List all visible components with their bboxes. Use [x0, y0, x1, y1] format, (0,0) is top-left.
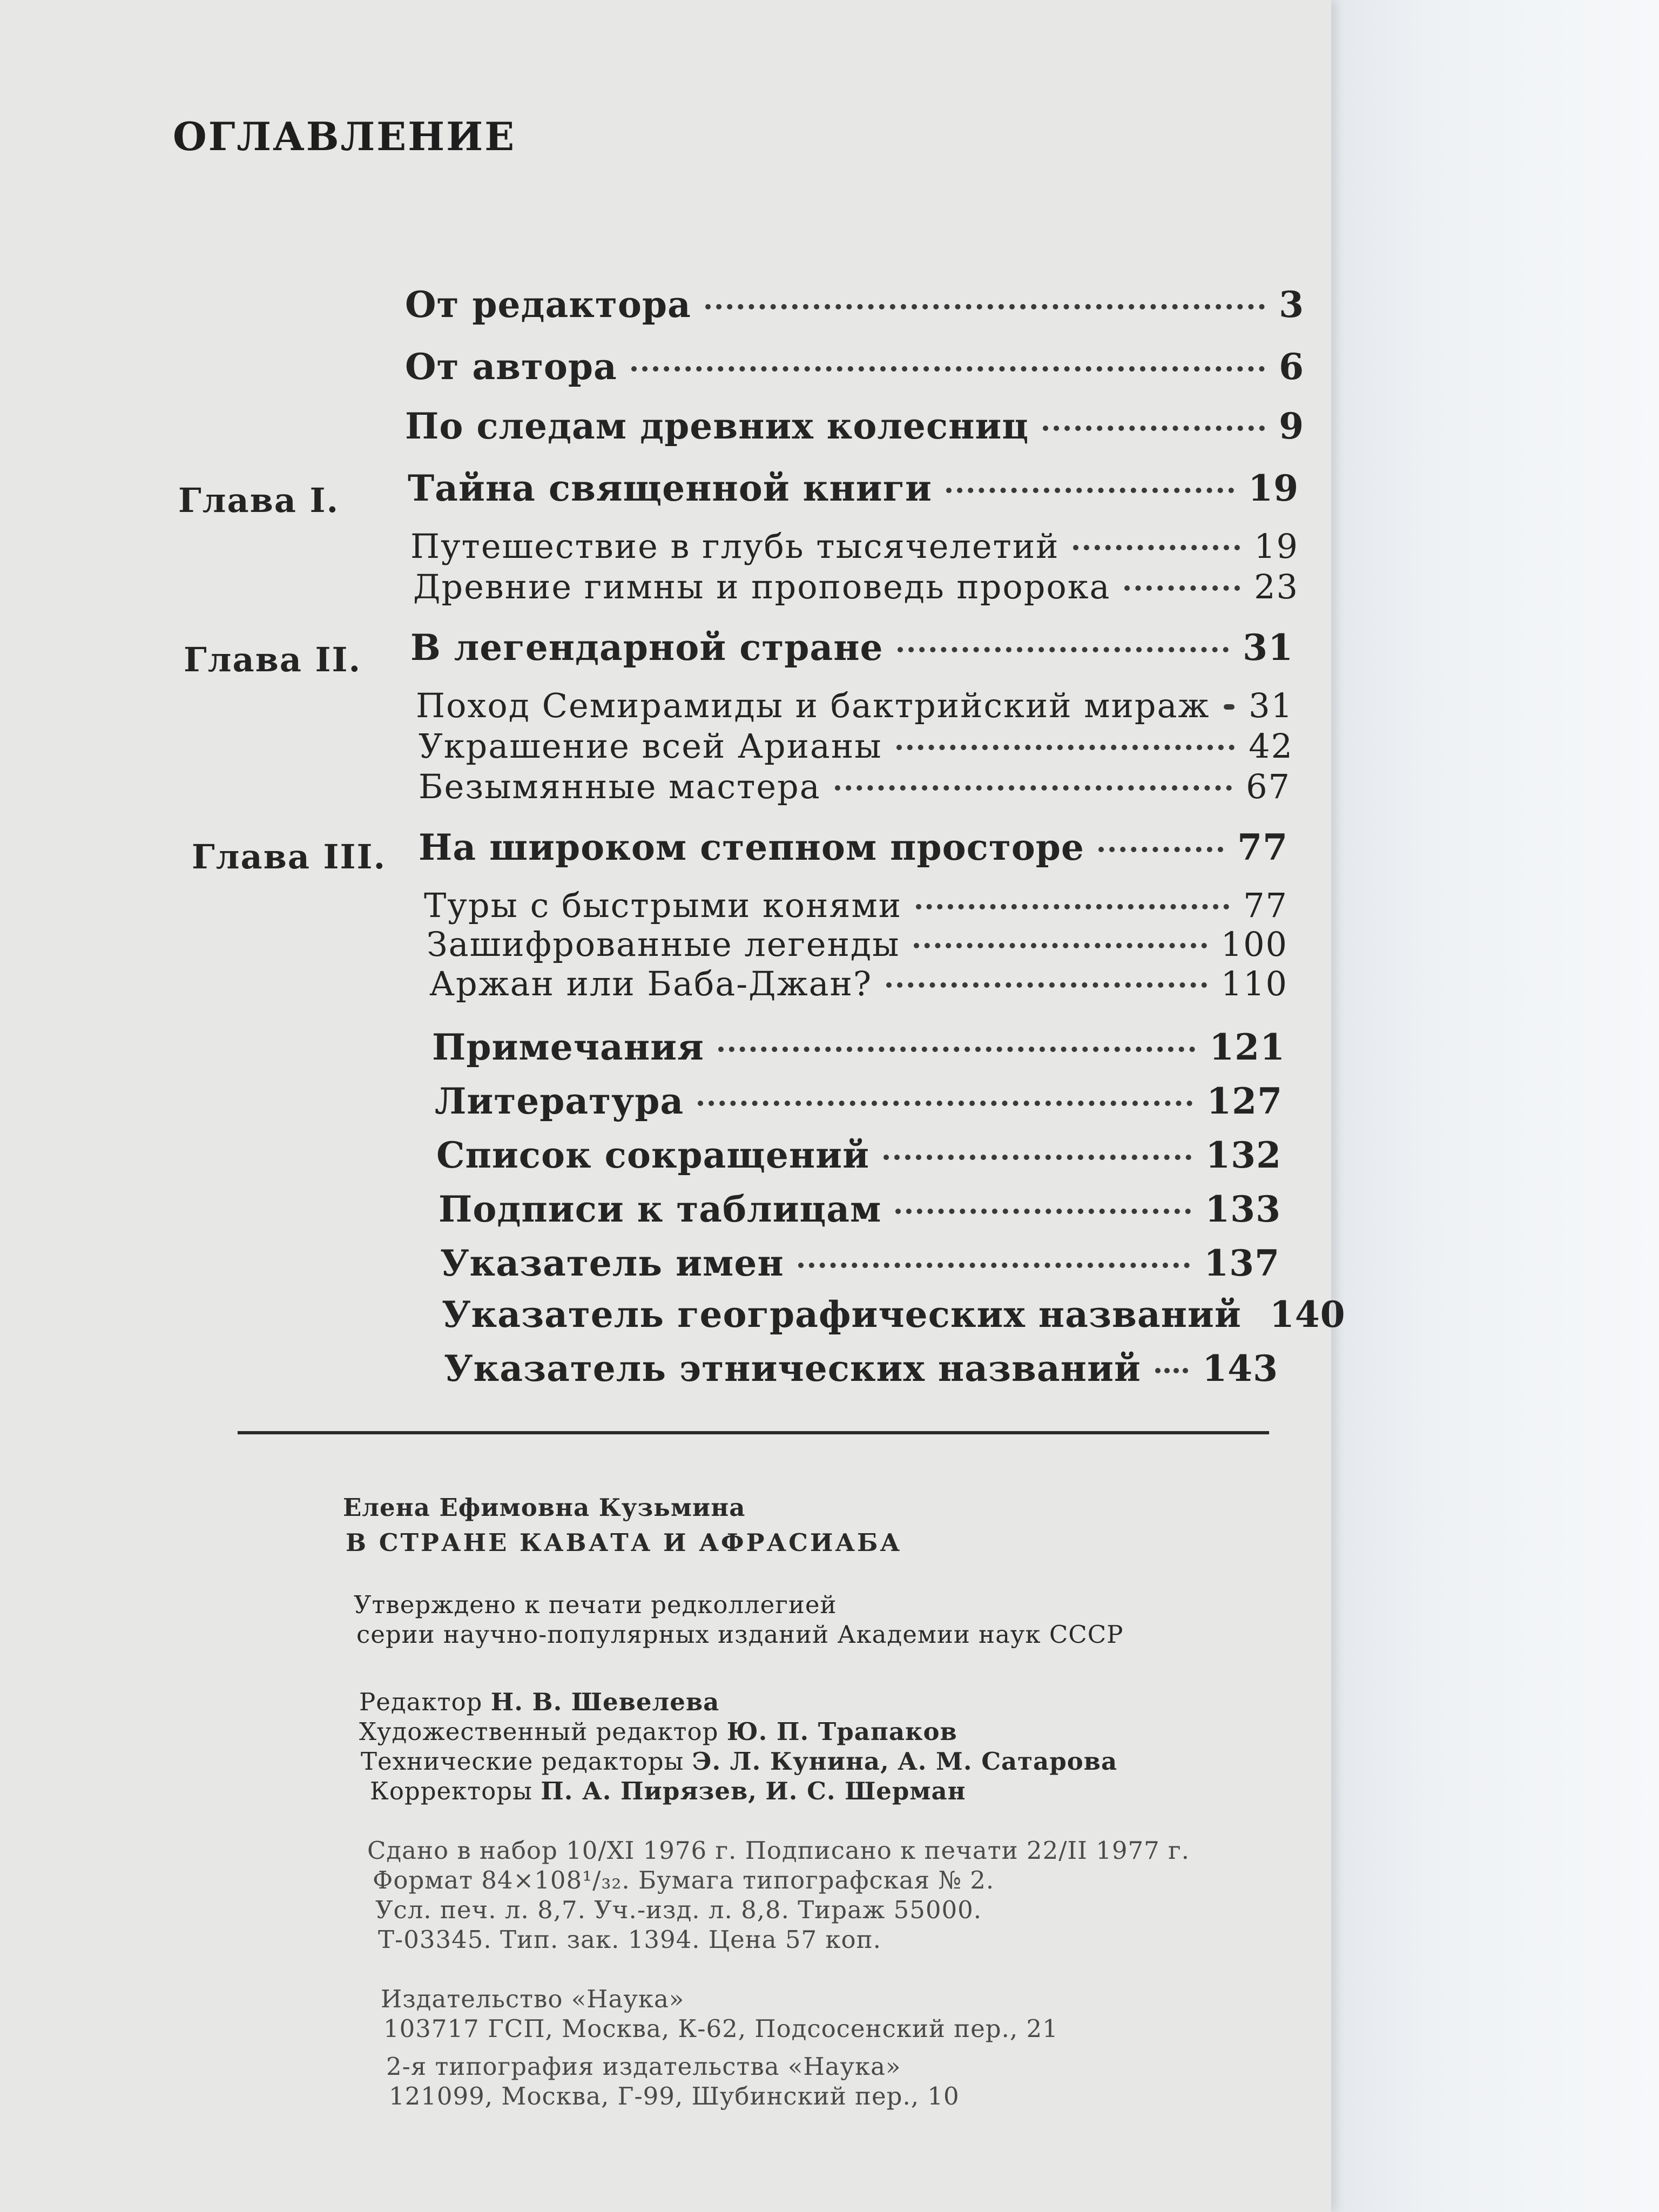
dot-leader	[705, 304, 1265, 309]
section-title: Аржан или Баба-Джан?	[429, 964, 873, 1003]
chapter-label: Глава III.	[192, 837, 387, 876]
toc-entry	[435, 1080, 1283, 1122]
imprint-print-line4: Т-03345. Тип. зак. 1394. Цена 57 коп.	[378, 1925, 881, 1954]
section-page: 67	[1246, 767, 1291, 806]
toc-entry-page: 127	[1206, 1080, 1283, 1122]
toc-entry-title: Указатель этнических названий	[444, 1347, 1141, 1390]
section-title: Зашифрованные легенды	[427, 925, 900, 964]
section-entry	[419, 726, 1293, 766]
imprint-print-line3: Усл. печ. л. 8,7. Уч.-изд. л. 8,8. Тираж 55000.	[375, 1896, 982, 1924]
toc-entry-page: 140	[1269, 1293, 1346, 1336]
toc-entry-page: 137	[1204, 1242, 1280, 1284]
section-entry	[410, 527, 1299, 566]
dot-leader	[1073, 545, 1240, 550]
section-page: 100	[1220, 925, 1288, 964]
dot-leader	[631, 366, 1265, 372]
toc-entry	[405, 346, 1304, 388]
tech-editors-label: Технические редакторы	[361, 1747, 684, 1776]
section-page: 23	[1254, 567, 1299, 606]
dot-leader	[886, 982, 1207, 988]
dot-leader	[1224, 704, 1235, 710]
chapter-entry	[410, 626, 1293, 669]
imprint-publisher-line1: Издательство «Наука»	[381, 1985, 685, 2013]
chapter-page: 31	[1243, 626, 1293, 669]
dot-leader	[1124, 585, 1240, 591]
section-entry	[416, 686, 1293, 725]
dot-leader	[884, 1155, 1191, 1160]
toc-entry-title: Список сокращений	[436, 1134, 870, 1176]
corrector-2: И. С. Шерман	[765, 1777, 966, 1805]
toc-entry-title: Примечания	[432, 1026, 704, 1068]
imprint-approved-line2: серии научно-популярных изданий Академии наук СССР	[356, 1620, 1124, 1649]
toc-heading: ОГЛАВЛЕНИЕ	[173, 113, 516, 159]
imprint-author: Елена Ефимовна Кузьмина	[343, 1493, 746, 1522]
toc-entry	[439, 1188, 1281, 1230]
dot-leader	[1155, 1368, 1188, 1373]
art-editor-label: Художественный редактор	[359, 1717, 719, 1746]
toc-entry-title: Указатель географических названий	[442, 1293, 1242, 1336]
section-title: Туры с быстрыми конями	[424, 886, 902, 925]
imprint-print-line1: Сдано в набор 10/XI 1976 г. Подписано к печати 22/II 1977 г.	[367, 1836, 1190, 1865]
dot-leader	[798, 1263, 1190, 1268]
toc-entry-page: 6	[1279, 346, 1304, 388]
toc-entry-title: Литература	[435, 1080, 684, 1122]
dot-leader	[914, 943, 1206, 948]
toc-entry	[405, 284, 1304, 326]
section-page: 19	[1254, 527, 1299, 566]
section-entry	[424, 886, 1288, 925]
correctors-label: Корректоры	[370, 1777, 532, 1805]
dot-leader	[1043, 426, 1265, 431]
section-entry	[427, 925, 1288, 964]
tech-editor-2: А. М. Сатарова	[898, 1747, 1118, 1776]
editor-name: Н. В. Шевелева	[490, 1688, 720, 1716]
section-title: Путешествие в глубь тысячелетий	[410, 527, 1060, 566]
dot-leader	[946, 488, 1234, 493]
toc-entry-title: Подписи к таблицам	[439, 1188, 882, 1230]
section-entry	[413, 567, 1299, 606]
toc-entry-page: 121	[1209, 1026, 1285, 1068]
art-editor-name: Ю. П. Трапаков	[726, 1717, 957, 1746]
imprint-art-editor	[359, 1717, 957, 1746]
imprint-approved-line1: Утверждено к печати редколлегией	[354, 1590, 837, 1619]
toc-entry	[436, 1134, 1282, 1176]
imprint-book-title: В СТРАНЕ КАВАТА И АФРАСИАБА	[346, 1528, 902, 1557]
section-entry	[419, 767, 1291, 806]
chapter-entry	[408, 467, 1299, 509]
dot-leader	[1098, 847, 1223, 852]
chapter-title: Тайна священной книги	[408, 467, 932, 509]
tech-editor-1: Э. Л. Кунина,	[692, 1747, 889, 1776]
toc-entry-page: 9	[1279, 405, 1304, 447]
section-title: Безымянные мастера	[419, 767, 821, 806]
section-title: Древние гимны и проповедь пророка	[413, 567, 1111, 606]
toc-entry	[440, 1242, 1280, 1284]
chapter-label: Глава II.	[184, 640, 362, 679]
background-right-page	[1307, 0, 1659, 2212]
chapter-title: В легендарной стране	[410, 626, 884, 669]
toc-entry-title: Указатель имен	[440, 1242, 784, 1284]
horizontal-rule	[238, 1431, 1269, 1434]
dot-leader	[896, 745, 1235, 750]
toc-entry-title: От автора	[405, 346, 617, 388]
chapter-entry	[419, 826, 1288, 868]
imprint-tech-editors	[361, 1747, 1117, 1776]
imprint-publisher-line2: 103717 ГСП, Москва, К-62, Подсосенский пер., 21	[383, 2014, 1058, 2043]
dot-leader	[898, 647, 1229, 652]
imprint-printer-line2: 121099, Москва, Г-99, Шубинский пер., 10	[389, 2082, 960, 2110]
dot-leader	[698, 1101, 1192, 1106]
chapter-page: 77	[1237, 826, 1288, 868]
chapter-title: На широком степном просторе	[419, 826, 1084, 868]
section-page: 31	[1249, 686, 1293, 725]
imprint-correctors	[370, 1777, 966, 1805]
dot-leader	[916, 904, 1229, 909]
section-entry	[429, 964, 1288, 1003]
toc-entry-title: От редактора	[405, 284, 691, 326]
toc-entry	[432, 1026, 1285, 1068]
dot-leader	[895, 1209, 1191, 1214]
dot-leader	[835, 785, 1232, 791]
section-page: 77	[1243, 886, 1288, 925]
toc-entry-page: 133	[1205, 1188, 1281, 1230]
chapter-label: Глава I.	[178, 481, 340, 520]
toc-entry	[444, 1347, 1278, 1390]
imprint-print-line2: Формат 84×108¹/₃₂. Бумага типографская № 2.	[373, 1866, 995, 1894]
toc-entry-title: По следам древних колесниц	[405, 405, 1029, 447]
corrector-1: П. А. Пирязев,	[541, 1777, 757, 1805]
toc-entry-page: 143	[1202, 1347, 1278, 1390]
toc-entry-page: 132	[1205, 1134, 1282, 1176]
section-title: Поход Семирамиды и бактрийский мираж	[416, 686, 1210, 725]
imprint-editor	[359, 1688, 719, 1716]
dot-leader	[718, 1047, 1195, 1052]
section-page: 110	[1220, 964, 1288, 1003]
section-title: Украшение всей Арианы	[419, 726, 882, 766]
section-page: 42	[1249, 726, 1293, 766]
toc-entry-page: 3	[1279, 284, 1304, 326]
toc-entry	[442, 1293, 1346, 1336]
imprint-printer-line1: 2-я типография издательства «Наука»	[386, 2052, 901, 2081]
chapter-page: 19	[1248, 467, 1299, 509]
toc-entry	[405, 405, 1304, 447]
editor-label: Редактор	[359, 1688, 483, 1716]
